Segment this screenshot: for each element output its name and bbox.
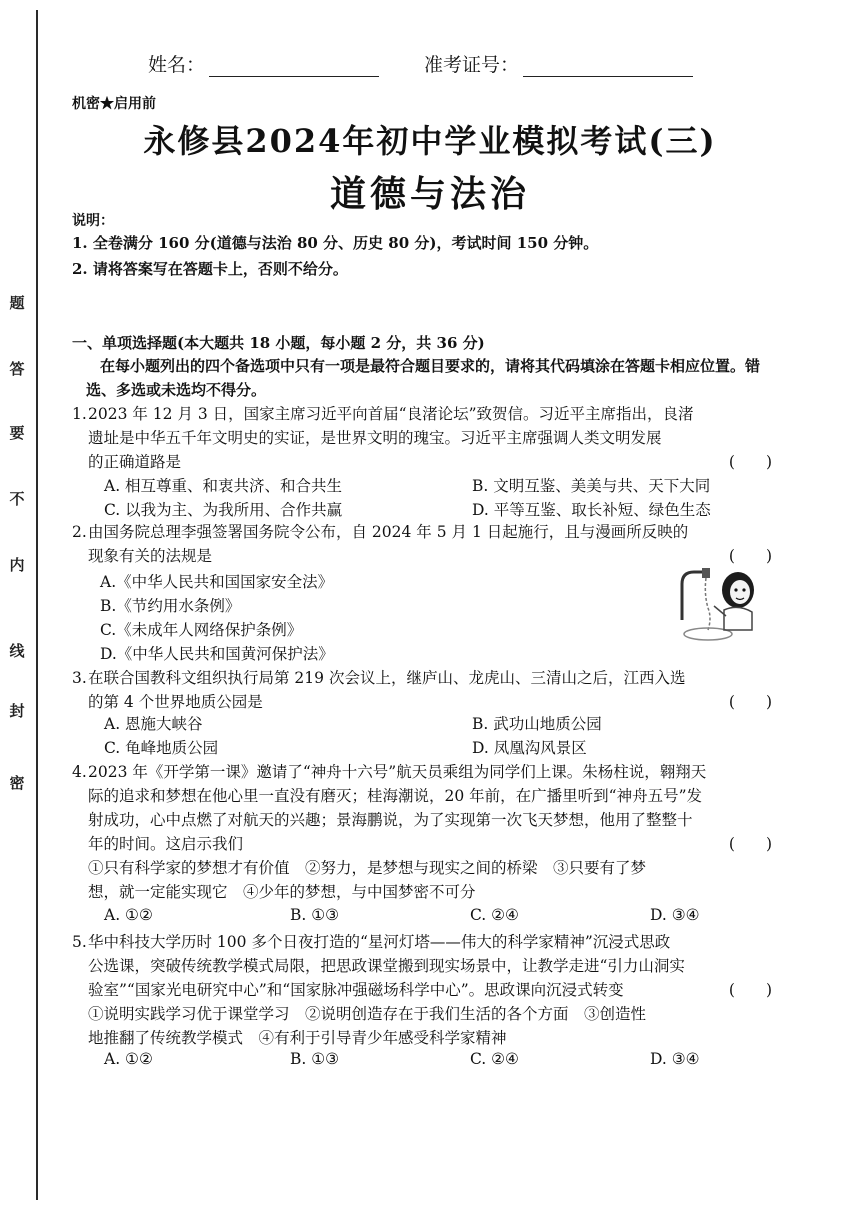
- name-blank: [209, 58, 379, 77]
- seal-char: 封: [9, 702, 25, 720]
- question-line-row: [88, 978, 776, 1002]
- option-d: D.《中华人民共和国黄河保护法》: [100, 645, 334, 663]
- question-number: 1.: [72, 405, 87, 423]
- option-c: C. ②④: [470, 906, 519, 924]
- option-d: D. ③④: [650, 1050, 700, 1068]
- answer-paren: ( ): [728, 693, 772, 711]
- seal-char: 线: [9, 642, 25, 660]
- option-c: C. 以我为主、为我所用、合作共赢: [104, 501, 343, 519]
- statement-line: 想，就一定能实现它 ④少年的梦想，与中国梦密不可分: [88, 883, 476, 901]
- option-c: C. 龟峰地质公园: [104, 739, 219, 757]
- name-field: [148, 50, 379, 77]
- option-d: D. ③④: [650, 906, 700, 924]
- option-b: B. 武功山地质公园: [472, 715, 602, 733]
- statement-line: ①说明实践学习优于课堂学习 ②说明创造存在于我们生活的各个方面 ③创造性: [88, 1005, 647, 1023]
- option-c: C. ②④: [470, 1050, 519, 1068]
- question-line: 现象有关的法规是: [88, 547, 213, 565]
- question-line: 年的时间。这启示我们: [88, 835, 244, 853]
- question-line: 在联合国教科文组织执行局第 219 次会议上，继庐山、龙虎山、三清山之后，江西入选: [88, 669, 686, 687]
- question-line: 遗址是中华五千年文明史的实证，是世界文明的瑰宝。习近平主席强调人类文明发展: [88, 429, 662, 447]
- question-4: [72, 760, 776, 856]
- question-line: 由国务院总理李强签署国务院令公布，自 2024 年 5 月 1 日起施行，且与漫画所反映的: [88, 523, 689, 541]
- question-line: 射成功，心中点燃了对航天的兴趣；景海鹏说，为了实现第一次飞天梦想，他用了整整十: [88, 811, 693, 829]
- option-d: D. 平等互鉴、取长补短、绿色生态: [472, 501, 711, 519]
- ticket-field: [424, 50, 693, 77]
- section-heading: 一、单项选择题(本大题共 18 小题，每小题 2 分，共 36 分): [72, 334, 485, 352]
- option-a: A. 相互尊重、和衷共济、和合共生: [104, 477, 343, 495]
- seal-char: 答: [9, 360, 25, 378]
- question-line: 际的追求和梦想在他心里一直没有磨灭；桂海潮说，20 年前，在广播里听到“神舟五号”发: [88, 787, 703, 805]
- seal-char: 不: [9, 490, 25, 508]
- answer-paren: ( ): [728, 981, 772, 999]
- option-a: A. 恩施大峡谷: [104, 715, 203, 733]
- seal-char: 内: [9, 556, 25, 574]
- confidential-mark: 机密★启用前: [72, 96, 156, 112]
- note-item: 1. 全卷满分 160 分(道德与法治 80 分、历史 80 分)，考试时间 150 分钟。: [72, 234, 599, 252]
- option-a: A.《中华人民共和国国家安全法》: [100, 573, 334, 591]
- answer-paren: ( ): [728, 547, 772, 565]
- statement-line: 地推翻了传统教学模式 ④有利于引导青少年感受科学家精神: [88, 1029, 507, 1047]
- question-line: 的正确道路是: [88, 453, 182, 471]
- question-line: 华中科技大学历时 100 多个日夜打造的“星河灯塔——伟大的科学家精神”沉浸式思政: [88, 933, 671, 951]
- question-line: 公选课，突破传统教学模式局限，把思政课堂搬到现实场景中，让教学走进“引力山洞实: [88, 957, 685, 975]
- water-faucet-cartoon: [668, 560, 768, 644]
- notes-heading: 说明：: [72, 213, 114, 229]
- ticket-blank: [523, 58, 693, 77]
- option-b: B. ①③: [290, 1050, 340, 1068]
- option-b: B. 文明互鉴、美美与共、天下大同: [472, 477, 711, 495]
- subject-title: 道德与法治: [329, 173, 530, 215]
- option-a: A. ①②: [104, 1050, 153, 1068]
- name-label: 姓名：: [148, 54, 206, 76]
- statement-line: ①只有科学家的梦想才有价值 ②努力，是梦想与现实之间的桥梁 ③只要有了梦: [88, 859, 647, 877]
- seal-char: 密: [9, 774, 25, 792]
- note-item: 2. 请将答案写在答题卡上，否则不给分。: [72, 260, 348, 278]
- section-intro: 在每小题列出的四个备选项中只有一项是最符合题目要求的，请将其代码填涂在答题卡相应位置。错选、多选或未选均不得分。: [86, 357, 761, 399]
- seal-char: 要: [9, 424, 25, 442]
- question-3: [72, 666, 776, 714]
- question-line: 2023 年 12 月 3 日，国家主席习近平向首届“良渚论坛”致贺信。习近平主席指出，良渚: [88, 405, 694, 423]
- option-c: C.《未成年人网络保护条例》: [100, 621, 303, 639]
- question-line-row: [88, 450, 776, 474]
- question-number: 4.: [72, 763, 87, 781]
- exam-title: 永修县2024年初中学业模拟考试(三): [143, 122, 717, 160]
- seal-char: 题: [9, 294, 25, 312]
- question-line: 2023 年《开学第一课》邀请了“神舟十六号”航天员乘组为同学们上课。朱杨柱说，翱翔天: [88, 763, 707, 781]
- answer-paren: ( ): [728, 453, 772, 471]
- question-number: 5.: [72, 933, 87, 951]
- question-1: [72, 402, 776, 474]
- option-a: A. ①②: [104, 906, 153, 924]
- option-d: D. 凤凰沟风景区: [472, 739, 587, 757]
- question-line-row: [88, 832, 776, 856]
- question-line-row: [88, 690, 776, 714]
- question-number: 2.: [72, 523, 87, 541]
- option-b: B.《节约用水条例》: [100, 597, 241, 615]
- answer-paren: ( ): [728, 835, 772, 853]
- question-line: 的第 4 个世界地质公园是: [88, 693, 263, 711]
- ticket-label: 准考证号：: [424, 54, 520, 76]
- option-b: B. ①③: [290, 906, 340, 924]
- question-5: [72, 930, 776, 1002]
- question-number: 3.: [72, 669, 87, 687]
- question-line: 验室”“国家光电研究中心”和“国家脉冲强磁场科学中心”。思政课向沉浸式转变: [88, 981, 624, 999]
